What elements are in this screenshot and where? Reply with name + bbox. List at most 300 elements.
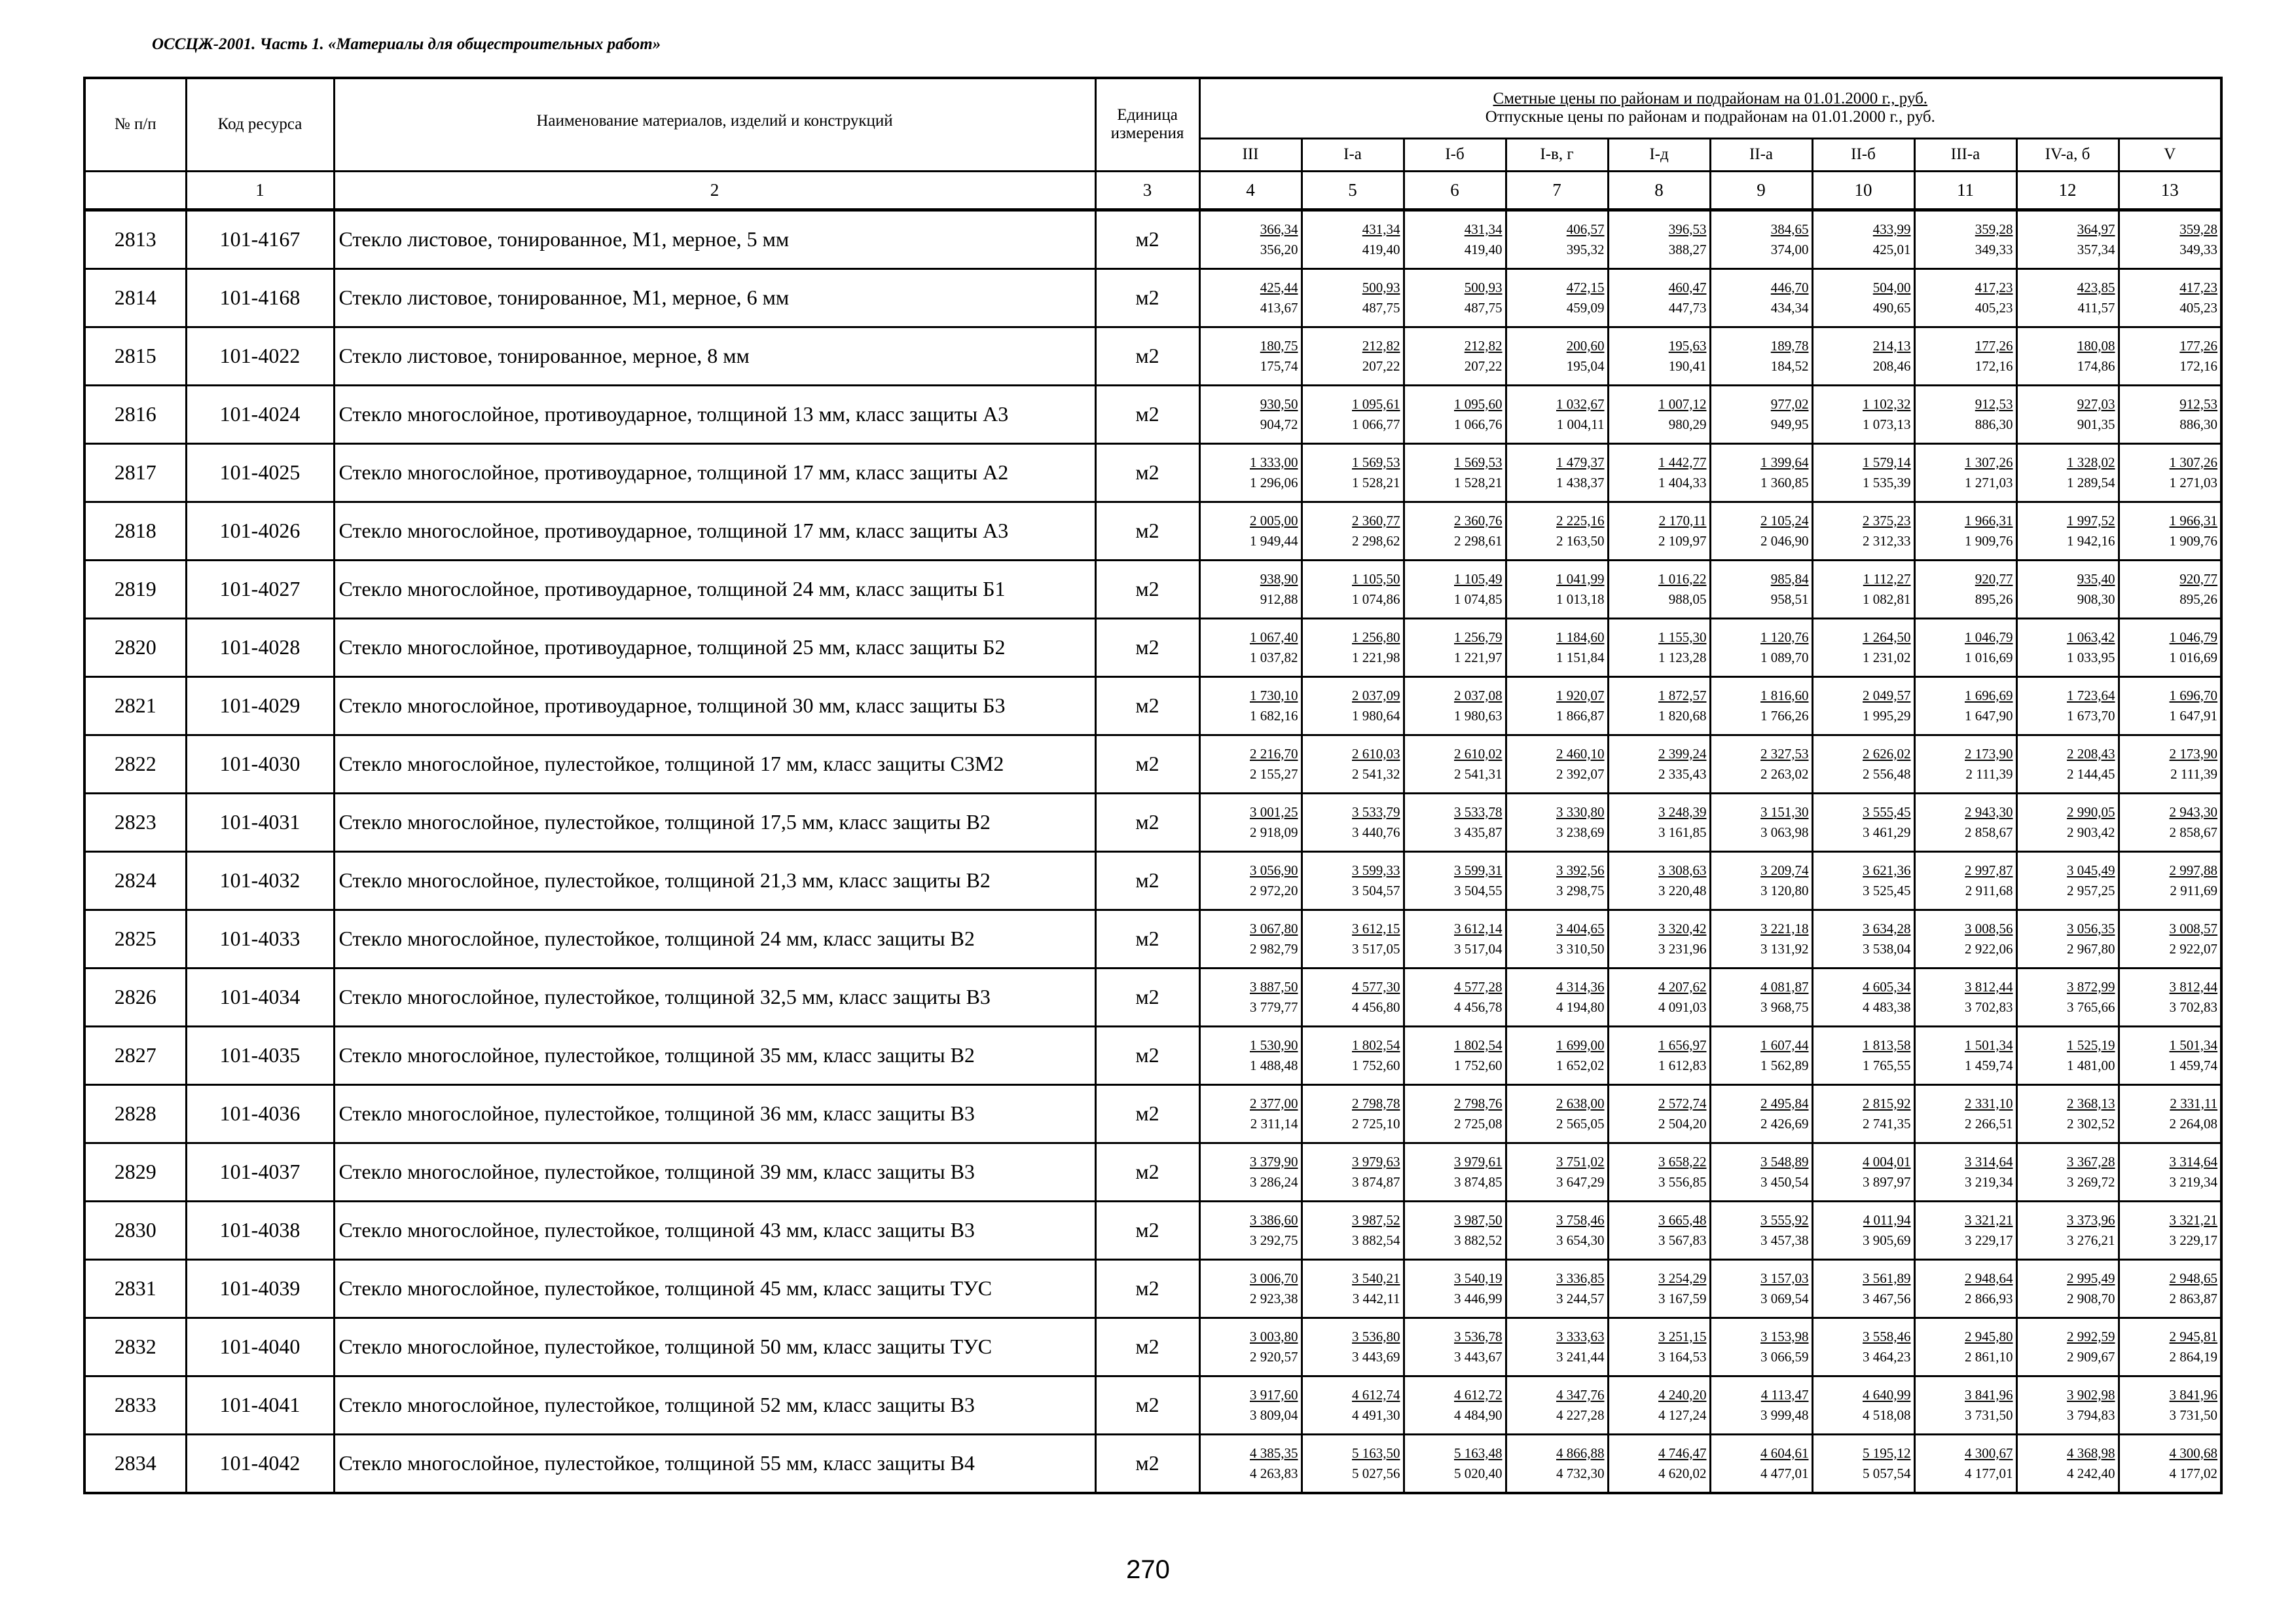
release-price: 1 647,90	[1965, 707, 2013, 724]
release-price: 2 861,10	[1965, 1348, 2013, 1365]
release-price: 3 269,72	[2067, 1173, 2115, 1190]
price-cell	[1404, 560, 1506, 618]
estimated-price: 1 802,54	[1352, 1037, 1400, 1053]
price-cell	[1199, 1201, 1302, 1259]
estimated-price: 4 368,98	[2067, 1445, 2115, 1461]
release-price: 3 556,85	[1658, 1173, 1707, 1190]
estimated-price: 2 170,11	[1658, 512, 1707, 528]
material-name: Стекло многослойное, пулестойкое, толщиной 52 мм, класс защиты В3	[334, 1376, 1095, 1434]
release-price: 1 123,28	[1658, 649, 1707, 665]
estimated-price: 1 696,70	[2169, 687, 2218, 703]
resource-code: 101-4030	[186, 735, 334, 793]
resource-code: 101-4040	[186, 1318, 334, 1376]
price-cell	[1199, 1143, 1302, 1201]
estimated-price: 1 920,07	[1556, 687, 1605, 703]
release-price: 3 286,24	[1250, 1173, 1298, 1190]
estimated-price: 4 577,30	[1352, 978, 1400, 995]
release-price: 4 091,03	[1658, 999, 1707, 1015]
estimated-price: 396,53	[1668, 221, 1707, 237]
release-price: 4 484,90	[1454, 1407, 1503, 1423]
release-price: 904,72	[1260, 416, 1298, 432]
unit: м2	[1095, 1376, 1199, 1434]
price-cell	[1914, 560, 2016, 618]
material-name: Стекло многослойное, пулестойкое, толщиной 39 мм, класс защиты В3	[334, 1143, 1095, 1201]
row-number: 2822	[84, 735, 186, 793]
estimated-price: 4 300,68	[2169, 1445, 2218, 1461]
material-name: Стекло многослойное, противоударное, толщиной 24 мм, класс защиты Б1	[334, 560, 1095, 618]
price-cell	[2119, 1318, 2221, 1376]
release-price: 374,00	[1770, 241, 1809, 257]
release-price: 2 541,32	[1352, 766, 1400, 782]
estimated-price: 3 599,31	[1454, 862, 1503, 878]
release-price: 405,23	[1975, 299, 2013, 316]
price-cell	[1404, 1259, 1506, 1318]
release-price: 3 443,69	[1352, 1348, 1400, 1365]
release-price: 3 461,29	[1863, 824, 1911, 840]
release-price: 1 404,33	[1658, 474, 1707, 490]
release-price: 1 289,54	[2067, 474, 2115, 490]
release-price: 1 766,26	[1760, 707, 1809, 724]
release-price: 1 481,00	[2067, 1057, 2115, 1073]
release-price: 3 731,50	[1965, 1407, 2013, 1423]
release-price: 395,32	[1566, 241, 1605, 257]
release-price: 3 219,34	[2169, 1173, 2218, 1190]
estimated-price: 2 943,30	[2169, 803, 2218, 820]
price-cell	[1506, 910, 1608, 968]
release-price: 1 980,63	[1454, 707, 1503, 724]
release-price: 2 565,05	[1556, 1115, 1605, 1132]
release-price: 2 311,14	[1250, 1115, 1298, 1132]
estimated-price: 1 730,10	[1250, 687, 1298, 703]
price-cell	[1404, 327, 1506, 385]
price-cell	[1710, 1084, 1812, 1143]
release-price: 3 504,55	[1454, 882, 1503, 898]
estimated-price: 3 336,85	[1556, 1270, 1605, 1286]
price-cell	[1199, 1026, 1302, 1084]
release-price: 886,30	[2179, 416, 2218, 432]
estimated-price: 3 872,99	[2067, 978, 2115, 995]
estimated-price: 4 604,61	[1760, 1445, 1809, 1461]
row-number: 2834	[84, 1434, 186, 1493]
price-cell	[1199, 1434, 1302, 1493]
price-cell	[1710, 968, 1812, 1026]
estimated-price: 2 105,24	[1760, 512, 1809, 528]
release-price: 1 980,64	[1352, 707, 1400, 724]
estimated-price: 3 001,25	[1250, 803, 1298, 820]
estimated-price: 1 155,30	[1658, 629, 1707, 645]
release-price: 1 942,16	[2067, 532, 2115, 549]
resource-code: 101-4042	[186, 1434, 334, 1493]
release-price: 1 488,48	[1250, 1057, 1298, 1073]
release-price: 1 013,18	[1556, 591, 1605, 607]
release-price: 2 911,69	[2170, 882, 2218, 898]
price-cell	[1506, 676, 1608, 735]
price-cell	[1914, 443, 2016, 502]
estimated-prices-title: Сметные цены по районам и подрайонам на 01.01.2000 г., руб.	[1493, 90, 1928, 108]
release-price: 1 752,60	[1454, 1057, 1503, 1073]
unit: м2	[1095, 968, 1199, 1026]
unit: м2	[1095, 443, 1199, 502]
resource-code: 101-4024	[186, 385, 334, 443]
price-cell	[1506, 1026, 1608, 1084]
price-cell	[1710, 1026, 1812, 1084]
release-price: 4 263,83	[1250, 1465, 1298, 1481]
table-row	[84, 1201, 2221, 1259]
release-price: 3 457,38	[1760, 1232, 1809, 1248]
price-cell	[1506, 443, 1608, 502]
release-price: 3 442,11	[1352, 1290, 1400, 1306]
price-cell	[1914, 502, 2016, 560]
estimated-price: 2 945,81	[2169, 1328, 2218, 1344]
release-price: 3 229,17	[2169, 1232, 2218, 1248]
release-price: 172,16	[1975, 358, 2013, 374]
estimated-price: 2 990,05	[2067, 803, 2115, 820]
price-cell	[1302, 735, 1404, 793]
estimated-price: 3 887,50	[1250, 978, 1298, 995]
price-cell	[1404, 793, 1506, 851]
price-cell	[1914, 385, 2016, 443]
row-number: 2818	[84, 502, 186, 560]
unit: м2	[1095, 618, 1199, 676]
estimated-price: 5 163,50	[1352, 1445, 1400, 1461]
release-price: 2 909,67	[2067, 1348, 2115, 1365]
estimated-price: 1 872,57	[1658, 687, 1707, 703]
price-cell	[1812, 443, 1914, 502]
price-cell	[1506, 210, 1608, 268]
release-price: 886,30	[1975, 416, 2013, 432]
release-price: 2 163,50	[1556, 532, 1605, 549]
price-cell	[1710, 268, 1812, 327]
release-price: 980,29	[1668, 416, 1707, 432]
column-number: 4	[1199, 171, 1302, 210]
estimated-price: 472,15	[1566, 279, 1605, 295]
release-price: 1 089,70	[1760, 649, 1809, 665]
estimated-price: 3 392,56	[1556, 862, 1605, 878]
release-price: 3 161,85	[1658, 824, 1707, 840]
price-cell	[2016, 443, 2119, 502]
estimated-price: 180,08	[2077, 337, 2115, 354]
price-cell	[1404, 385, 1506, 443]
estimated-price: 3 558,46	[1863, 1328, 1911, 1344]
price-cell	[1710, 793, 1812, 851]
release-price: 2 392,07	[1556, 766, 1605, 782]
price-cell	[1608, 910, 1710, 968]
release-price: 895,26	[2179, 591, 2218, 607]
region-header: III	[1199, 138, 1302, 171]
release-price: 5 027,56	[1352, 1465, 1400, 1481]
price-cell	[1506, 560, 1608, 618]
price-cell	[1199, 268, 1302, 327]
price-cell	[1302, 793, 1404, 851]
estimated-price: 1 399,64	[1760, 454, 1809, 470]
price-cell	[1914, 793, 2016, 851]
column-number: 6	[1404, 171, 1506, 210]
row-number: 2826	[84, 968, 186, 1026]
release-price: 3 066,59	[1760, 1348, 1809, 1365]
estimated-price: 912,53	[2179, 396, 2218, 412]
estimated-price: 4 314,36	[1556, 978, 1605, 995]
unit: м2	[1095, 910, 1199, 968]
release-price: 349,33	[1975, 241, 2013, 257]
row-number: 2830	[84, 1201, 186, 1259]
table-row	[84, 327, 2221, 385]
price-cell	[1506, 327, 1608, 385]
release-price: 3 874,87	[1352, 1173, 1400, 1190]
release-price: 1 231,02	[1863, 649, 1911, 665]
price-cell	[1199, 1084, 1302, 1143]
release-price: 4 732,30	[1556, 1465, 1605, 1481]
release-price: 3 897,97	[1863, 1173, 1911, 1190]
release-price: 2 725,10	[1352, 1115, 1400, 1132]
release-price: 3 654,30	[1556, 1232, 1605, 1248]
estimated-price: 189,78	[1770, 337, 1809, 354]
price-cell	[2119, 385, 2221, 443]
estimated-price: 2 037,08	[1454, 687, 1503, 703]
release-price: 195,04	[1566, 358, 1605, 374]
price-cell	[1302, 968, 1404, 1026]
release-price: 1 271,03	[1965, 474, 2013, 490]
release-price: 3 731,50	[2169, 1407, 2218, 1423]
release-price: 988,05	[1668, 591, 1707, 607]
estimated-price: 1 256,79	[1454, 629, 1503, 645]
price-cell	[1302, 1376, 1404, 1434]
unit: м2	[1095, 676, 1199, 735]
estimated-price: 3 540,21	[1352, 1270, 1400, 1286]
column-number-empty	[84, 171, 186, 210]
release-price: 1 221,98	[1352, 649, 1400, 665]
row-number: 2821	[84, 676, 186, 735]
price-cell	[1404, 1026, 1506, 1084]
estimated-price: 1 041,99	[1556, 570, 1605, 587]
unit: м2	[1095, 1201, 1199, 1259]
row-number: 2817	[84, 443, 186, 502]
estimated-price: 2 995,49	[2067, 1270, 2115, 1286]
estimated-price: 2 798,78	[1352, 1095, 1400, 1111]
release-price: 2 266,51	[1965, 1115, 2013, 1132]
price-cell	[1404, 735, 1506, 793]
estimated-price: 4 612,74	[1352, 1386, 1400, 1403]
material-name: Стекло многослойное, пулестойкое, толщиной 32,5 мм, класс защиты В3	[334, 968, 1095, 1026]
price-cell	[2016, 910, 2119, 968]
column-number: 2	[334, 171, 1095, 210]
price-cell	[1404, 210, 1506, 268]
release-price: 434,34	[1770, 299, 1809, 316]
column-number: 13	[2119, 171, 2221, 210]
estimated-price: 1 501,34	[1965, 1037, 2013, 1053]
table-row	[84, 385, 2221, 443]
price-cell	[1608, 1318, 1710, 1376]
table-row	[84, 735, 2221, 793]
release-price: 3 238,69	[1556, 824, 1605, 840]
price-cell	[1710, 1318, 1812, 1376]
release-price: 1 004,11	[1556, 416, 1605, 432]
table-row	[84, 443, 2221, 502]
release-price: 1 820,68	[1658, 707, 1707, 724]
price-cell	[1914, 268, 2016, 327]
estimated-price: 431,34	[1362, 221, 1400, 237]
estimated-price: 3 987,52	[1352, 1211, 1400, 1228]
price-cell	[2016, 268, 2119, 327]
price-cell	[1404, 1434, 1506, 1493]
price-cell	[1812, 968, 1914, 1026]
unit: м2	[1095, 560, 1199, 618]
price-cell	[2119, 560, 2221, 618]
resource-code: 101-4036	[186, 1084, 334, 1143]
estimated-price: 1 016,22	[1658, 570, 1707, 587]
release-price: 174,86	[2077, 358, 2115, 374]
unit: м2	[1095, 1434, 1199, 1493]
release-price: 2 109,97	[1658, 532, 1707, 549]
release-price: 2 541,31	[1454, 766, 1503, 782]
estimated-price: 3 330,80	[1556, 803, 1605, 820]
unit: м2	[1095, 735, 1199, 793]
release-price: 4 483,38	[1863, 999, 1911, 1015]
price-cell	[1302, 443, 1404, 502]
release-price: 411,57	[2077, 299, 2115, 316]
release-price: 958,51	[1770, 591, 1809, 607]
price-cell	[1812, 210, 1914, 268]
release-price: 1 016,69	[2169, 649, 2218, 665]
release-price: 2 046,90	[1760, 532, 1809, 549]
estimated-price: 384,65	[1770, 221, 1809, 237]
estimated-price: 3 308,63	[1658, 862, 1707, 878]
row-number: 2831	[84, 1259, 186, 1318]
price-cell	[1812, 1143, 1914, 1201]
price-cell	[1302, 1259, 1404, 1318]
estimated-price: 1 063,42	[2067, 629, 2115, 645]
price-cell	[1404, 502, 1506, 560]
estimated-price: 1 579,14	[1863, 454, 1911, 470]
estimated-price: 3 812,44	[2169, 978, 2218, 995]
material-name: Стекло многослойное, противоударное, толщиной 25 мм, класс защиты Б2	[334, 618, 1095, 676]
release-price: 5 020,40	[1454, 1465, 1503, 1481]
release-price: 3 504,57	[1352, 882, 1400, 898]
estimated-price: 3 548,89	[1760, 1153, 1809, 1170]
resource-code: 101-4039	[186, 1259, 334, 1318]
material-name: Стекло многослойное, пулестойкое, толщиной 55 мм, класс защиты В4	[334, 1434, 1095, 1493]
estimated-price: 1 067,40	[1250, 629, 1298, 645]
estimated-price: 2 049,57	[1863, 687, 1911, 703]
release-price: 2 335,43	[1658, 766, 1707, 782]
estimated-price: 1 442,77	[1658, 454, 1707, 470]
estimated-price: 4 605,34	[1863, 978, 1911, 995]
release-price: 1 652,02	[1556, 1057, 1605, 1073]
estimated-price: 1 105,49	[1454, 570, 1503, 587]
release-price: 2 920,57	[1250, 1348, 1298, 1365]
price-cell	[1812, 618, 1914, 676]
estimated-price: 4 347,76	[1556, 1386, 1605, 1403]
price-cell	[2016, 793, 2119, 851]
row-number: 2832	[84, 1318, 186, 1376]
price-cell	[1914, 1201, 2016, 1259]
estimated-price: 5 195,12	[1863, 1445, 1911, 1461]
estimated-price: 3 621,36	[1863, 862, 1911, 878]
release-price: 1 682,16	[1250, 707, 1298, 724]
price-cell	[1914, 851, 2016, 910]
estimated-price: 212,82	[1362, 337, 1400, 354]
release-price: 1 765,55	[1863, 1057, 1911, 1073]
estimated-price: 2 638,00	[1556, 1095, 1605, 1111]
release-price: 4 194,80	[1556, 999, 1605, 1015]
release-price: 207,22	[1362, 358, 1400, 374]
price-cell	[1608, 560, 1710, 618]
release-price: 4 518,08	[1863, 1407, 1911, 1423]
table-body	[84, 210, 2221, 1493]
price-cell	[1710, 443, 1812, 502]
estimated-price: 2 610,03	[1352, 745, 1400, 762]
price-cell	[2016, 1084, 2119, 1143]
estimated-price: 1 966,31	[1965, 512, 2013, 528]
release-price: 447,73	[1668, 299, 1707, 316]
estimated-price: 3 555,92	[1760, 1211, 1809, 1228]
table-row	[84, 1084, 2221, 1143]
estimated-price: 3 612,15	[1352, 920, 1400, 936]
release-price: 490,65	[1872, 299, 1911, 316]
estimated-price: 2 992,59	[2067, 1328, 2115, 1344]
estimated-price: 3 634,28	[1863, 920, 1911, 936]
estimated-price: 2 495,84	[1760, 1095, 1809, 1111]
release-price: 4 456,78	[1454, 999, 1503, 1015]
estimated-price: 3 003,80	[1250, 1328, 1298, 1344]
release-price: 3 244,57	[1556, 1290, 1605, 1306]
price-cell	[1302, 1434, 1404, 1493]
release-price: 190,41	[1668, 358, 1707, 374]
row-number: 2815	[84, 327, 186, 385]
price-cell	[1608, 385, 1710, 443]
price-cell	[2016, 385, 2119, 443]
estimated-price: 500,93	[1362, 279, 1400, 295]
release-price: 419,40	[1464, 241, 1503, 257]
price-cell	[1404, 1376, 1506, 1434]
estimated-price: 212,82	[1464, 337, 1503, 354]
estimated-price: 4 612,72	[1454, 1386, 1503, 1403]
row-number: 2829	[84, 1143, 186, 1201]
price-cell	[1710, 560, 1812, 618]
release-price: 2 911,68	[1965, 882, 2013, 898]
estimated-price: 1 307,26	[1965, 454, 2013, 470]
price-cell	[1302, 1318, 1404, 1376]
estimated-price: 2 626,02	[1863, 745, 1911, 762]
estimated-price: 1 723,64	[2067, 687, 2115, 703]
estimated-price: 1 525,19	[2067, 1037, 2115, 1053]
release-price: 3 298,75	[1556, 882, 1605, 898]
price-cell	[1812, 1084, 1914, 1143]
price-cell	[1812, 385, 1914, 443]
release-price: 2 111,39	[2170, 766, 2218, 782]
resource-code: 101-4037	[186, 1143, 334, 1201]
unit: м2	[1095, 502, 1199, 560]
estimated-price: 1 501,34	[2169, 1037, 2218, 1053]
column-number: 10	[1812, 171, 1914, 210]
estimated-price: 977,02	[1770, 396, 1809, 412]
release-price: 459,09	[1566, 299, 1605, 316]
estimated-price: 3 067,80	[1250, 920, 1298, 936]
price-cell	[1812, 793, 1914, 851]
price-cell	[1302, 502, 1404, 560]
material-name: Стекло многослойное, пулестойкое, толщиной 21,3 мм, класс защиты В2	[334, 851, 1095, 910]
estimated-price: 417,23	[1975, 279, 2013, 295]
estimated-price: 985,84	[1770, 570, 1809, 587]
release-price: 2 858,67	[2169, 824, 2218, 840]
page-number: 270	[1126, 1555, 1170, 1584]
estimated-price: 2 815,92	[1863, 1095, 1911, 1111]
estimated-price: 2 945,80	[1965, 1328, 2013, 1344]
estimated-price: 1 569,53	[1352, 454, 1400, 470]
price-cell	[1506, 1143, 1608, 1201]
price-cell	[2016, 1143, 2119, 1201]
material-name: Стекло многослойное, пулестойкое, толщиной 24 мм, класс защиты В2	[334, 910, 1095, 968]
price-cell	[2119, 1026, 2221, 1084]
